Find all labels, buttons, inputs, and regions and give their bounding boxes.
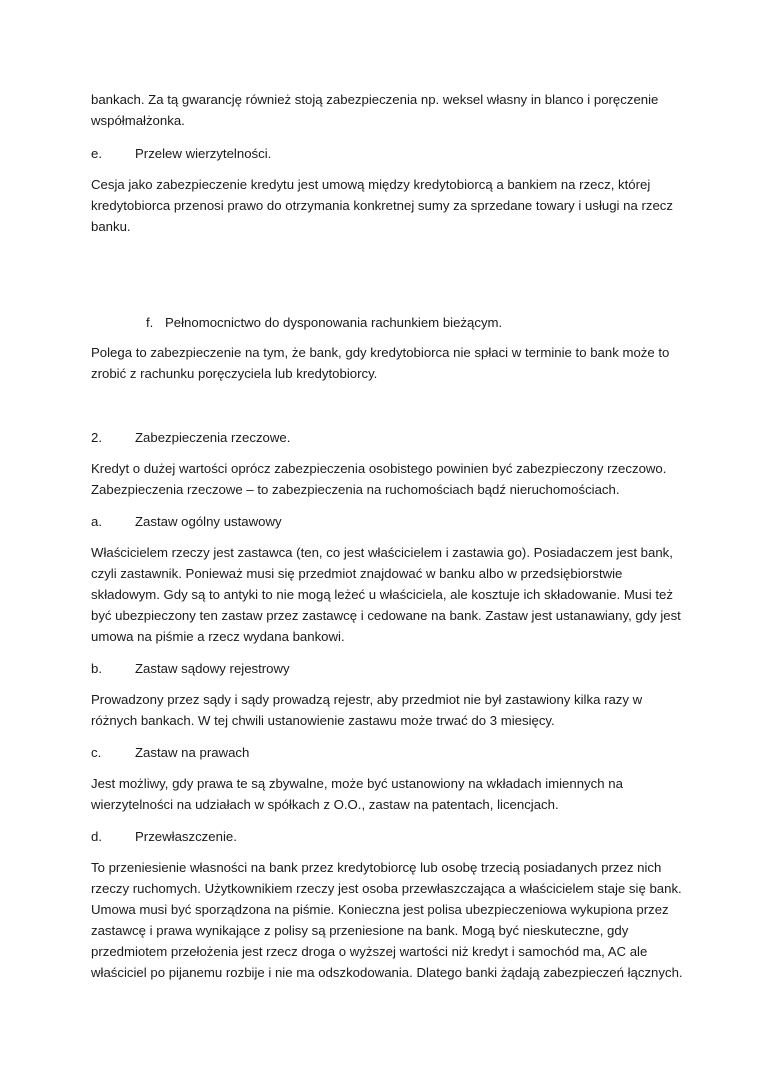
text-line: Kredyt o dużej wartości oprócz zabezpieczenia osobistego powinien być zabezpieczony rzeczowo. — [91, 461, 667, 476]
text-line: banku. — [91, 219, 131, 234]
text-line: Polega to zabezpieczenie na tym, że bank, gdy kredytobiorca nie spłaci w terminie to bank może to — [91, 345, 670, 360]
paragraph-e — [91, 174, 671, 237]
text-line: zrobić z rachunku poręczyciela lub kredytobiorcy. — [91, 366, 378, 381]
paragraph-b — [91, 689, 671, 731]
text-line: być ubezpieczony ten zastaw przez zastawcę i cedowane na bank. Zastaw jest ustanawiany, gdy jest — [91, 608, 681, 623]
text-line: Umowa musi być sporządzona na piśmie. Konieczna jest polisa ubezpieczeniowa wykupiona przez — [91, 902, 669, 917]
paragraph-2 — [91, 458, 671, 500]
list-marker: e. — [91, 146, 102, 161]
text-line: czyli zastawnik. Ponieważ musi się przedmiot znajdować w banku albo w przedsiębiorstwie — [91, 566, 623, 581]
text-line: przedmiotem przełożenia jest rzecz droga o wyższej wartości niż kredyt i samochód ma, AC ale — [91, 944, 648, 959]
paragraph-intro — [91, 89, 671, 131]
text-line: rzeczy ruchomych. Użytkownikiem rzeczy jest osoba przewłaszczająca a właścicielem staje się bank. — [91, 881, 682, 896]
paragraph-d — [91, 857, 683, 983]
paragraph-a — [91, 542, 681, 647]
text-line: Cesja jako zabezpieczenie kredytu jest umową między kredytobiorcą a bankiem na rzecz, której — [91, 177, 651, 192]
list-marker: b. — [91, 661, 102, 676]
text-line: Jest możliwy, gdy prawa te są zbywalne, może być ustanowiony na wkładach imiennych na — [91, 776, 623, 791]
text-line: zastawcę i prawa wynikające z polisy są przeniesione na bank. Mogą być nieskuteczne, gdy — [91, 923, 629, 938]
heading-title: Pełnomocnictwo do dysponowania rachunkiem bieżącym. — [165, 315, 503, 330]
list-marker: f. — [146, 315, 154, 330]
list-marker: 2. — [91, 430, 102, 445]
paragraph-f — [91, 342, 671, 384]
heading-title: Przelew wierzytelności. — [135, 146, 272, 161]
list-marker: d. — [91, 829, 102, 844]
text-line: składowym. Gdy są to antyki to nie mogą leżeć u właściciela, ale kosztuje ich składowanie. Musi też — [91, 587, 673, 602]
text-line: Właścicielem rzeczy jest zastawca (ten, co jest właścicielem i zastawia go). Posiadaczem jest bank, — [91, 545, 673, 560]
heading-title: Zastaw na prawach — [135, 745, 250, 760]
text-line: wierzytelności na udziałach w spółkach z O.O., zastaw na patentach, licencjach. — [91, 797, 559, 812]
text-line: To przeniesienie własności na bank przez kredytobiorcę lub osobę trzecią posiadanych przez nich — [91, 860, 662, 875]
text-line: Prowadzony przez sądy i sądy prowadzą rejestr, aby przedmiot nie był zastawiony kilka razy w — [91, 692, 643, 707]
heading-title: Zastaw ogólny ustawowy — [135, 514, 282, 529]
list-marker: a. — [91, 514, 102, 529]
text-line: umowa na piśmie a rzecz wydana bankowi. — [91, 629, 345, 644]
list-marker: c. — [91, 745, 102, 760]
paragraph-c — [91, 773, 671, 815]
heading-title: Zastaw sądowy rejestrowy — [135, 661, 290, 676]
text-line: właściciel po pijanemu rozbije i nie ma odszkodowania. Dlatego banki żądają zabezpieczeń łącznych. — [91, 965, 683, 980]
text-line: bankach. Za tą gwarancję również stoją zabezpieczenia np. weksel własny in blanco i poręczenie — [91, 92, 659, 107]
text-line: kredytobiorca przenosi prawo do otrzymania konkretnej sumy za sprzedane towary i usługi na rzecz — [91, 198, 673, 213]
heading-title: Przewłaszczenie. — [135, 829, 237, 844]
heading-title: Zabezpieczenia rzeczowe. — [135, 430, 291, 445]
text-line: Zabezpieczenia rzeczowe – to zabezpieczenia na ruchomościach bądź nieruchomościach. — [91, 482, 620, 497]
text-line: współmałżonka. — [91, 113, 185, 128]
text-line: różnych bankach. W tej chwili ustanowienie zastawu może trwać do 3 miesięcy. — [91, 713, 555, 728]
